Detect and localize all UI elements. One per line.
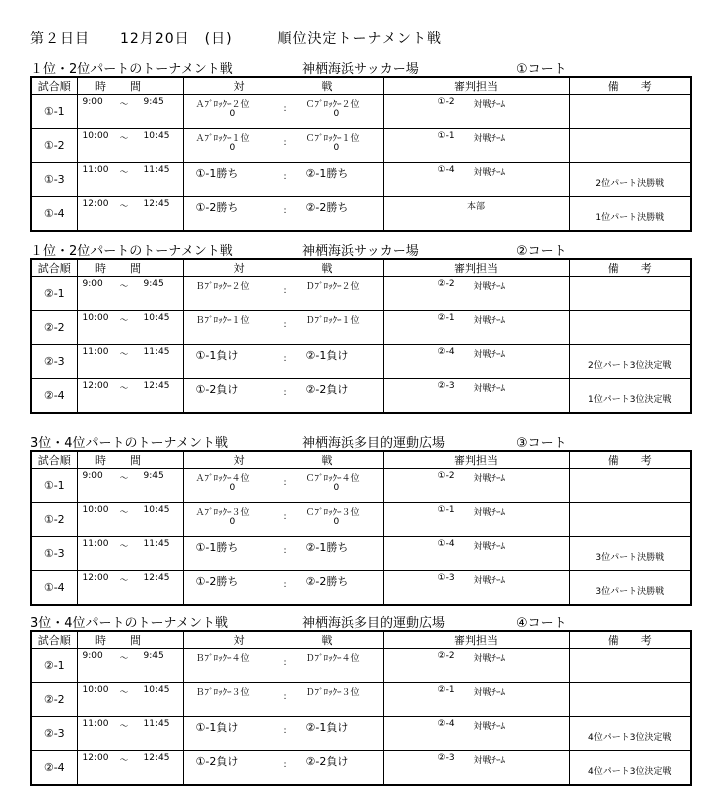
time-separator: ～ xyxy=(119,350,129,360)
start-time: 12:00 xyxy=(82,573,109,583)
end-time: 11:45 xyxy=(143,719,170,729)
match-pairing xyxy=(183,683,383,717)
referee-assignment xyxy=(383,163,569,197)
end-time: 12:45 xyxy=(143,381,170,391)
match-note: 3位パート決勝戦 xyxy=(569,571,691,606)
venue-name: 神栖海浜多目的運動広場 xyxy=(302,436,446,451)
court-name: ②コート xyxy=(516,244,567,259)
referee-court: ②-1 xyxy=(437,685,455,695)
table-row xyxy=(31,379,691,414)
start-time: 12:00 xyxy=(82,381,109,391)
match-number: ②-2 xyxy=(31,311,77,345)
referee-court: ②-4 xyxy=(437,719,455,729)
col-header-note: 備 考 xyxy=(569,259,691,277)
start-time: 10:00 xyxy=(82,505,109,515)
col-header-no: 試合順 xyxy=(31,451,77,469)
end-time: 11:45 xyxy=(143,347,170,357)
match-note: 2位パート3位決定戦 xyxy=(569,345,691,379)
team-left: Ｂﾌﾞﾛｯｸｰ２位 xyxy=(195,282,250,292)
match-colon: : xyxy=(283,388,287,398)
referee-team: 対戦ﾁｰﾑ xyxy=(473,576,506,586)
match-number: ②-3 xyxy=(31,717,77,751)
team-right: ②-2負け xyxy=(305,383,349,396)
time-separator: ～ xyxy=(119,168,129,178)
col-header-ref: 審判担当 xyxy=(383,259,569,277)
match-time xyxy=(77,95,183,129)
match-colon: : xyxy=(283,726,287,736)
referee-team: 対戦ﾁｰﾑ xyxy=(473,134,506,144)
match-colon: : xyxy=(283,206,287,216)
referee-team: 対戦ﾁｰﾑ xyxy=(473,654,506,664)
match-pairing xyxy=(183,311,383,345)
court-name: ①コート xyxy=(516,62,567,77)
match-number: ②-4 xyxy=(31,751,77,786)
table-row xyxy=(31,537,691,571)
match-time xyxy=(77,379,183,414)
start-time: 10:00 xyxy=(82,131,109,141)
tournament-section xyxy=(30,240,690,414)
match-number: ②-2 xyxy=(31,683,77,717)
team-right: ②-1負け xyxy=(305,349,349,362)
section-title: １位・2位パートのトーナメント戦 xyxy=(30,62,233,77)
match-pairing xyxy=(183,503,383,537)
end-time: 10:45 xyxy=(143,685,170,695)
match-time xyxy=(77,717,183,751)
score-right: 0 xyxy=(333,517,340,527)
match-number: ②-1 xyxy=(31,649,77,683)
match-note xyxy=(569,311,691,345)
referee-assignment xyxy=(383,129,569,163)
start-time: 10:00 xyxy=(82,685,109,695)
referee-assignment xyxy=(383,537,569,571)
score-right: 0 xyxy=(333,109,340,119)
match-note xyxy=(569,129,691,163)
schedule-table xyxy=(30,258,692,414)
end-time: 11:45 xyxy=(143,539,170,549)
team-left: Ｂﾌﾞﾛｯｸｰ３位 xyxy=(195,688,250,698)
match-colon: : xyxy=(283,172,287,182)
venue-name: 神栖海浜サッカー場 xyxy=(302,244,419,259)
section-title: 3位・4位パートのトーナメント戦 xyxy=(30,616,229,631)
team-right: Ｃﾌﾞﾛｯｸｰ１位 xyxy=(305,134,360,144)
court-name: ④コート xyxy=(516,616,567,631)
match-number: ②-1 xyxy=(31,277,77,311)
match-colon: : xyxy=(283,692,287,702)
team-left: Ａﾌﾞﾛｯｸｰ２位 xyxy=(195,100,250,110)
end-time: 12:45 xyxy=(143,753,170,763)
table-row xyxy=(31,197,691,232)
match-note xyxy=(569,683,691,717)
col-header-no: 試合順 xyxy=(31,259,77,277)
table-row xyxy=(31,649,691,683)
match-pairing xyxy=(183,751,383,786)
table-row xyxy=(31,163,691,197)
venue-name: 神栖海浜多目的運動広場 xyxy=(302,616,446,631)
match-colon: : xyxy=(283,320,287,330)
referee-assignment xyxy=(383,379,569,414)
start-time: 11:00 xyxy=(82,539,109,549)
end-time: 9:45 xyxy=(143,651,164,661)
match-pairing xyxy=(183,197,383,232)
team-left: ①-1勝ち xyxy=(195,167,239,180)
end-time: 11:45 xyxy=(143,165,170,175)
referee-court: ①-3 xyxy=(437,573,455,583)
team-right: ②-1負け xyxy=(305,721,349,734)
team-right: Ｄﾌﾞﾛｯｸｰ１位 xyxy=(305,316,360,326)
table-row xyxy=(31,571,691,606)
match-pairing xyxy=(183,129,383,163)
match-number: ①-1 xyxy=(31,469,77,503)
table-header-row xyxy=(31,259,691,277)
match-number: ①-3 xyxy=(31,537,77,571)
page-title: 第２日目 12月20日 (日) 順位決定トーナメント戦 xyxy=(30,31,442,47)
match-pairing xyxy=(183,345,383,379)
start-time: 9:00 xyxy=(82,471,103,481)
referee-court: ②-4 xyxy=(437,347,455,357)
referee-team: 対戦ﾁｰﾑ xyxy=(473,100,506,110)
match-note: 3位パート決勝戦 xyxy=(569,537,691,571)
match-note xyxy=(569,503,691,537)
table-row xyxy=(31,683,691,717)
match-time xyxy=(77,649,183,683)
match-colon: : xyxy=(283,286,287,296)
match-time xyxy=(77,277,183,311)
end-time: 12:45 xyxy=(143,199,170,209)
team-right: ②-2勝ち xyxy=(305,575,349,588)
team-right: ②-1勝ち xyxy=(305,541,349,554)
referee-court: ①-4 xyxy=(437,539,455,549)
referee-team: 対戦ﾁｰﾑ xyxy=(473,350,506,360)
time-separator: ～ xyxy=(119,542,129,552)
match-colon: : xyxy=(283,658,287,668)
referee-team: 対戦ﾁｰﾑ xyxy=(473,542,506,552)
col-header-time: 時間 xyxy=(77,77,183,95)
referee-court: ②-2 xyxy=(437,279,455,289)
col-header-no: 試合順 xyxy=(31,77,77,95)
time-separator: ～ xyxy=(119,282,129,292)
start-time: 9:00 xyxy=(82,97,103,107)
referee-court: ②-3 xyxy=(437,381,455,391)
team-right: Ｃﾌﾞﾛｯｸｰ２位 xyxy=(305,100,360,110)
start-time: 11:00 xyxy=(82,165,109,175)
score-left: 0 xyxy=(229,517,236,527)
match-number: ①-4 xyxy=(31,197,77,232)
match-pairing xyxy=(183,163,383,197)
referee-team: 対戦ﾁｰﾑ xyxy=(473,756,506,766)
end-time: 10:45 xyxy=(143,313,170,323)
match-colon: : xyxy=(283,760,287,770)
match-note: 2位パート決勝戦 xyxy=(569,163,691,197)
team-left: Ｂﾌﾞﾛｯｸｰ４位 xyxy=(195,654,250,664)
referee-assignment xyxy=(383,311,569,345)
team-right: ②-1勝ち xyxy=(305,167,349,180)
time-separator: ～ xyxy=(119,384,129,394)
table-header-row xyxy=(31,631,691,649)
match-pairing xyxy=(183,379,383,414)
score-left: 0 xyxy=(229,143,236,153)
referee-court: ②-3 xyxy=(437,753,455,763)
time-separator: ～ xyxy=(119,722,129,732)
match-time xyxy=(77,503,183,537)
time-separator: ～ xyxy=(119,576,129,586)
match-time xyxy=(77,311,183,345)
team-right: Ｄﾌﾞﾛｯｸｰ２位 xyxy=(305,282,360,292)
match-note: 1位パート決勝戦 xyxy=(569,197,691,232)
table-row xyxy=(31,277,691,311)
match-colon: : xyxy=(283,546,287,556)
start-time: 11:00 xyxy=(82,719,109,729)
section-header xyxy=(30,432,690,450)
team-left: ①-2勝ち xyxy=(195,201,239,214)
match-number: ②-4 xyxy=(31,379,77,414)
team-left: ①-2勝ち xyxy=(195,575,239,588)
team-left: ①-2負け xyxy=(195,383,239,396)
table-row xyxy=(31,717,691,751)
team-right: Ｄﾌﾞﾛｯｸｰ３位 xyxy=(305,688,360,698)
match-colon: : xyxy=(283,354,287,364)
match-number: ①-2 xyxy=(31,129,77,163)
tournament-section xyxy=(30,612,690,786)
col-header-time: 時間 xyxy=(77,631,183,649)
match-colon: : xyxy=(283,512,287,522)
referee-assignment xyxy=(383,571,569,606)
score-right: 0 xyxy=(333,483,340,493)
match-pairing xyxy=(183,469,383,503)
referee-assignment xyxy=(383,345,569,379)
col-header-ref: 審判担当 xyxy=(383,77,569,95)
team-left: Ａﾌﾞﾛｯｸｰ１位 xyxy=(195,134,250,144)
referee-court: ①-1 xyxy=(437,131,455,141)
table-row xyxy=(31,311,691,345)
score-left: 0 xyxy=(229,109,236,119)
col-header-time: 時間 xyxy=(77,259,183,277)
match-number: ②-3 xyxy=(31,345,77,379)
team-left: Ｂﾌﾞﾛｯｸｰ１位 xyxy=(195,316,250,326)
team-right: Ｄﾌﾞﾛｯｸｰ４位 xyxy=(305,654,360,664)
referee-team: 対戦ﾁｰﾑ xyxy=(473,688,506,698)
referee-court: ①-4 xyxy=(437,165,455,175)
team-right: Ｃﾌﾞﾛｯｸｰ３位 xyxy=(305,508,360,518)
time-separator: ～ xyxy=(119,508,129,518)
start-time: 12:00 xyxy=(82,199,109,209)
match-colon: : xyxy=(283,580,287,590)
referee-team: 対戦ﾁｰﾑ xyxy=(473,508,506,518)
team-left: ①-1負け xyxy=(195,721,239,734)
referee-team: 対戦ﾁｰﾑ xyxy=(473,168,506,178)
match-colon: : xyxy=(283,104,287,114)
referee-assignment xyxy=(383,751,569,786)
venue-name: 神栖海浜サッカー場 xyxy=(302,62,419,77)
match-time xyxy=(77,197,183,232)
team-right: ②-2負け xyxy=(305,755,349,768)
end-time: 9:45 xyxy=(143,279,164,289)
end-time: 10:45 xyxy=(143,131,170,141)
table-row xyxy=(31,751,691,786)
col-header-note: 備 考 xyxy=(569,451,691,469)
section-header xyxy=(30,612,690,630)
referee-team: 対戦ﾁｰﾑ xyxy=(473,474,506,484)
end-time: 9:45 xyxy=(143,471,164,481)
match-number: ①-2 xyxy=(31,503,77,537)
match-note xyxy=(569,469,691,503)
match-note: 4位パート3位決定戦 xyxy=(569,717,691,751)
referee-team: 対戦ﾁｰﾑ xyxy=(473,722,506,732)
match-time xyxy=(77,469,183,503)
match-colon: : xyxy=(283,478,287,488)
referee-assignment xyxy=(383,649,569,683)
table-row xyxy=(31,95,691,129)
col-header-match: 対 戦 xyxy=(183,451,383,469)
match-pairing xyxy=(183,277,383,311)
start-time: 10:00 xyxy=(82,313,109,323)
team-left: Ａﾌﾞﾛｯｸｰ４位 xyxy=(195,474,250,484)
match-time xyxy=(77,537,183,571)
col-header-match: 対 戦 xyxy=(183,631,383,649)
match-pairing xyxy=(183,95,383,129)
start-time: 9:00 xyxy=(82,651,103,661)
time-separator: ～ xyxy=(119,654,129,664)
match-pairing xyxy=(183,537,383,571)
match-number: ①-1 xyxy=(31,95,77,129)
col-header-note: 備 考 xyxy=(569,631,691,649)
section-header xyxy=(30,240,690,258)
table-row xyxy=(31,345,691,379)
team-right: Ｃﾌﾞﾛｯｸｰ４位 xyxy=(305,474,360,484)
match-time xyxy=(77,751,183,786)
section-title: １位・2位パートのトーナメント戦 xyxy=(30,244,233,259)
start-time: 9:00 xyxy=(82,279,103,289)
team-left: ①-1勝ち xyxy=(195,541,239,554)
time-separator: ～ xyxy=(119,100,129,110)
referee-assignment xyxy=(383,197,569,232)
col-header-note: 備 考 xyxy=(569,77,691,95)
score-left: 0 xyxy=(229,483,236,493)
col-header-match: 対 戦 xyxy=(183,77,383,95)
referee-assignment xyxy=(383,469,569,503)
table-header-row xyxy=(31,451,691,469)
match-time xyxy=(77,345,183,379)
referee-court: ①-2 xyxy=(437,97,455,107)
col-header-time: 時間 xyxy=(77,451,183,469)
match-pairing xyxy=(183,717,383,751)
end-time: 10:45 xyxy=(143,505,170,515)
schedule-table xyxy=(30,76,692,232)
tournament-section xyxy=(30,432,690,606)
referee-assignment xyxy=(383,717,569,751)
match-note xyxy=(569,277,691,311)
score-right: 0 xyxy=(333,143,340,153)
match-time xyxy=(77,129,183,163)
referee-assignment xyxy=(383,683,569,717)
match-pairing xyxy=(183,571,383,606)
match-note: 1位パート3位決定戦 xyxy=(569,379,691,414)
col-header-no: 試合順 xyxy=(31,631,77,649)
schedule-table xyxy=(30,630,692,786)
match-time xyxy=(77,571,183,606)
section-header xyxy=(30,58,690,76)
referee-assignment xyxy=(383,277,569,311)
team-left: ①-2負け xyxy=(195,755,239,768)
tournament-section xyxy=(30,58,690,232)
referee-assignment xyxy=(383,95,569,129)
court-name: ③コート xyxy=(516,436,567,451)
match-colon: : xyxy=(283,138,287,148)
section-title: 3位・4位パートのトーナメント戦 xyxy=(30,436,229,451)
team-left: Ａﾌﾞﾛｯｸｰ３位 xyxy=(195,508,250,518)
match-note: 4位パート3位決定戦 xyxy=(569,751,691,786)
start-time: 12:00 xyxy=(82,753,109,763)
end-time: 12:45 xyxy=(143,573,170,583)
time-separator: ～ xyxy=(119,316,129,326)
time-separator: ～ xyxy=(119,202,129,212)
col-header-ref: 審判担当 xyxy=(383,451,569,469)
table-row xyxy=(31,503,691,537)
referee-team: 対戦ﾁｰﾑ xyxy=(473,282,506,292)
match-pairing xyxy=(183,649,383,683)
referee-team: 対戦ﾁｰﾑ xyxy=(473,316,506,326)
team-right: ②-2勝ち xyxy=(305,201,349,214)
referee-court: ②-1 xyxy=(437,313,455,323)
team-left: ①-1負け xyxy=(195,349,239,362)
referee-team: 対戦ﾁｰﾑ xyxy=(473,384,506,394)
time-separator: ～ xyxy=(119,756,129,766)
match-time xyxy=(77,163,183,197)
schedule-table xyxy=(30,450,692,606)
referee-court: ①-1 xyxy=(437,505,455,515)
table-row xyxy=(31,129,691,163)
referee-court: ①-2 xyxy=(437,471,455,481)
col-header-ref: 審判担当 xyxy=(383,631,569,649)
table-header-row xyxy=(31,77,691,95)
match-time xyxy=(77,683,183,717)
time-separator: ～ xyxy=(119,474,129,484)
table-row xyxy=(31,469,691,503)
referee-court: 本部 xyxy=(466,202,485,212)
match-note xyxy=(569,95,691,129)
match-number: ①-4 xyxy=(31,571,77,606)
time-separator: ～ xyxy=(119,688,129,698)
time-separator: ～ xyxy=(119,134,129,144)
match-note xyxy=(569,649,691,683)
start-time: 11:00 xyxy=(82,347,109,357)
match-number: ①-3 xyxy=(31,163,77,197)
referee-assignment xyxy=(383,503,569,537)
col-header-match: 対 戦 xyxy=(183,259,383,277)
referee-court: ②-2 xyxy=(437,651,455,661)
end-time: 9:45 xyxy=(143,97,164,107)
